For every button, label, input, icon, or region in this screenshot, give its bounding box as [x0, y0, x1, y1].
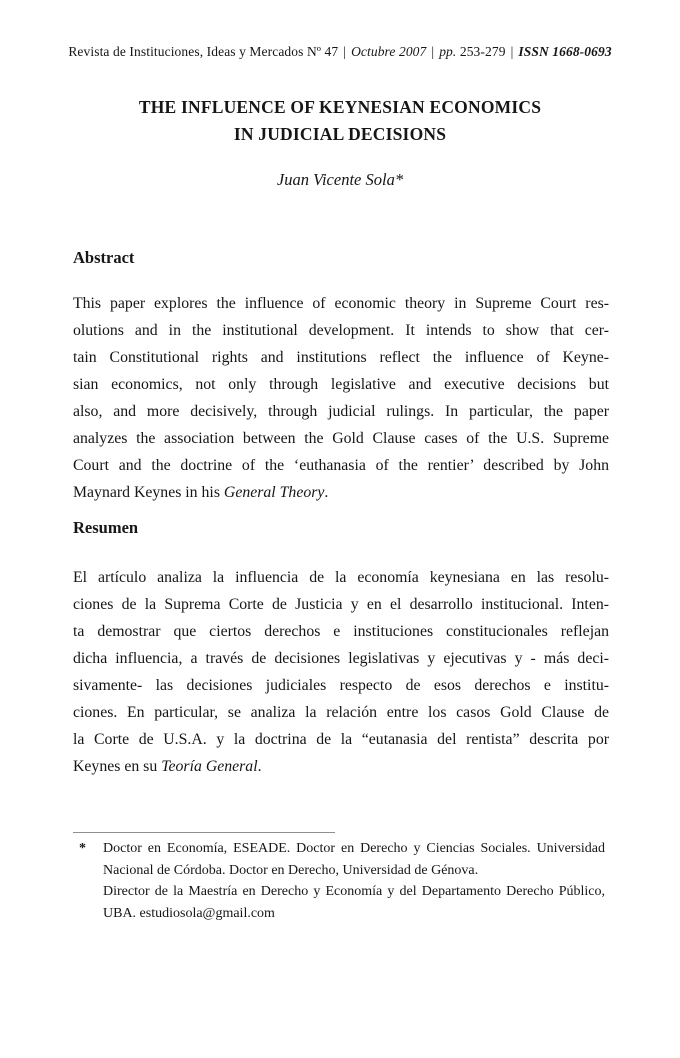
resumen-line: sivamente- las decisiones judiciales respecto de esos derechos e institu-: [73, 677, 609, 694]
abstract-line: This paper explores the influence of economic theory in Supreme Court res-: [73, 295, 609, 312]
resumen-line: dicha influencia, a través de decisiones legislativas y ejecutivas y - más deci-: [73, 650, 609, 667]
abstract-line: also, and more decisively, through judicial rulings. In particular, the paper: [73, 403, 609, 420]
abstract-line: [73, 479, 609, 506]
resumen-heading: Resumen: [73, 518, 139, 537]
author-name: Juan Vicente Sola*: [276, 170, 404, 189]
footnote-marker: *: [79, 841, 86, 856]
abstract-line: analyzes the association between the Gold Clause cases of the U.S. Supreme: [73, 430, 609, 447]
paper-title: [0, 94, 680, 148]
header-separator: |: [510, 44, 514, 59]
footnote-line: Nacional de Córdoba. Doctor en Derecho, Universidad de Génova.: [103, 862, 479, 878]
abstract-heading: Abstract: [73, 248, 135, 267]
author-footnote: [73, 838, 609, 924]
header-separator: |: [343, 44, 347, 59]
footnote-rule: [73, 832, 335, 833]
issn-number: ISSN 1668-0693: [518, 44, 612, 59]
paper-title-line1: THE INFLUENCE OF KEYNESIAN ECONOMICS: [138, 97, 542, 117]
paper-title-line2: IN JUDICIAL DECISIONS: [233, 124, 447, 144]
journal-name: Revista de Instituciones, Ideas y Mercados Nº 47: [68, 44, 339, 59]
resumen-line: El artículo analiza la influencia de la economía keynesiana en las resolu-: [73, 569, 609, 586]
resumen-line: ciones de la Suprema Corte de Justicia y en el desarrollo institucional. Inten-: [73, 596, 609, 613]
book-title-teoria-general: Teoría General: [161, 758, 258, 775]
resumen-line: [73, 753, 609, 780]
book-title-general-theory: General Theory: [223, 484, 325, 501]
resumen-line: ta demostrar que ciertos derechos e instituciones constitucionales reflejan: [73, 623, 609, 640]
footnote-text: [103, 838, 605, 924]
resumen-last-line-period: .: [257, 758, 262, 775]
issue-date: Octubre 2007: [351, 44, 427, 59]
resumen-last-line-text: Keynes en su: [73, 758, 162, 775]
pages-range: 253-279: [459, 44, 506, 59]
header-separator: |: [431, 44, 435, 59]
abstract-last-line-period: .: [324, 484, 329, 501]
resumen-line: la Corte de U.S.A. y la doctrina de la “eutanasia del rentista” descrita por: [73, 731, 609, 748]
abstract-line: olutions and in the institutional development. It intends to show that cer-: [73, 322, 609, 339]
abstract-line: tain Constitutional rights and institutions reflect the influence of Keyne-: [73, 349, 609, 366]
footnote-line: Director de la Maestría en Derecho y Economía y del Departamento Derecho Público,: [103, 884, 605, 899]
resumen-line: ciones. En particular, se analiza la relación entre los casos Gold Clause de: [73, 704, 609, 721]
footnote-line: Doctor en Economía, ESEADE. Doctor en Derecho y Ciencias Sociales. Universidad: [103, 841, 605, 856]
footnote-line: UBA. estudiosola@gmail.com: [103, 905, 275, 921]
journal-header: [0, 44, 680, 60]
abstract-paragraph: [73, 290, 609, 506]
abstract-line: Court and the doctrine of the ‘euthanasia of the rentier’ described by John: [73, 457, 609, 474]
abstract-last-line-text: Maynard Keynes in his: [73, 484, 224, 501]
abstract-line: sian economics, not only through legislative and executive decisions but: [73, 376, 609, 393]
resumen-paragraph: [73, 564, 609, 780]
pages-label: pp.: [439, 44, 457, 59]
